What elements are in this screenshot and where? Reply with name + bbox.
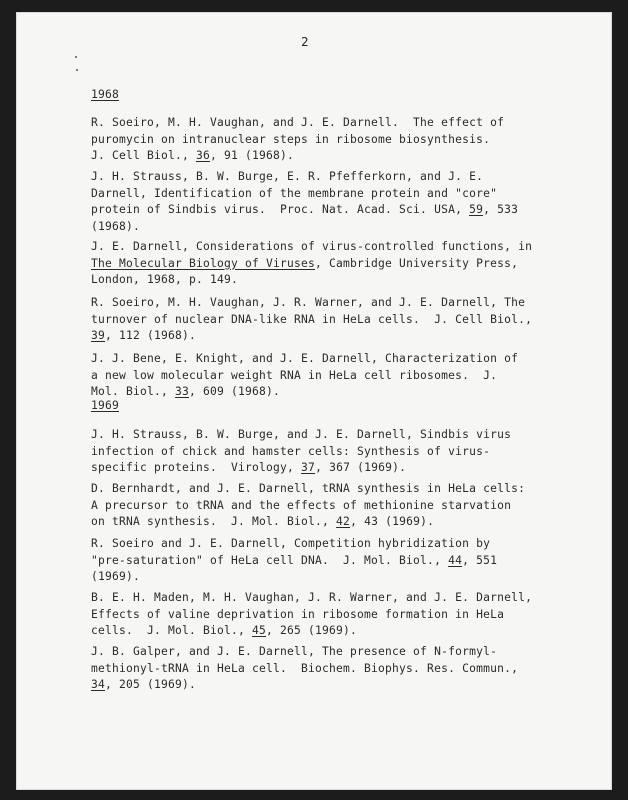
reference-line — [91, 295, 571, 312]
reference-line — [91, 202, 571, 219]
reference-line — [91, 186, 571, 203]
reference-line — [91, 590, 571, 607]
reference-text: (1969). — [91, 570, 141, 583]
reference-text: turnover of nuclear DNA-like RNA in HeLa cells. J. Cell Biol., — [91, 312, 533, 326]
reference-text: , Cambridge University Press, — [315, 256, 519, 270]
reference-line — [91, 427, 571, 444]
reference-line — [91, 644, 571, 661]
reference-text: , 551 — [462, 553, 498, 567]
reference-line — [91, 623, 571, 640]
reference-line — [91, 368, 571, 385]
reference-entry — [91, 536, 571, 586]
underlined-text: The Molecular Biology of Viruses — [91, 256, 316, 270]
reference-text: , 91 (1968). — [210, 149, 295, 162]
reference-text: , 205 (1969). — [105, 678, 197, 691]
reference-entry — [91, 169, 571, 235]
reference-entry — [91, 351, 571, 401]
reference-line — [91, 256, 571, 273]
reference-line — [91, 328, 571, 345]
reference-text: J. Cell Biol., — [91, 149, 197, 162]
paper-speck — [75, 56, 77, 58]
reference-text: B. E. H. Maden, M. H. Vaughan, J. R. Warner, and J. E. Darnell, — [91, 591, 533, 604]
reference-entry — [91, 590, 571, 640]
reference-text: J. H. Strauss, B. W. Burge, E. R. Pfefferkorn, and J. E. — [91, 170, 484, 183]
reference-line — [91, 460, 571, 477]
reference-line — [91, 498, 571, 515]
reference-text: R. Soeiro, M. H. Vaughan, and J. E. Darnell. The effect of — [91, 116, 505, 129]
reference-text: puromycin on intranuclear steps in ribosome biosynthesis. — [91, 132, 491, 146]
reference-text: , 112 (1968). — [105, 329, 197, 342]
reference-line — [91, 169, 571, 186]
reference-text: Effects of valine deprivation in ribosome formation in HeLa — [91, 607, 505, 621]
section-year-heading: 1968 — [91, 88, 120, 101]
underlined-text: 37 — [301, 461, 316, 474]
reference-text: a new low molecular weight RNA in HeLa cell ribosomes. J. — [91, 368, 498, 382]
reference-text: infection of chick and hamster cells: Synthesis of virus- — [91, 444, 491, 458]
reference-text: , 265 (1969). — [266, 624, 358, 637]
reference-entry — [91, 427, 571, 477]
reference-line — [91, 272, 571, 289]
reference-entry — [91, 115, 571, 165]
reference-line — [91, 351, 571, 368]
reference-text: protein of Sindbis virus. Proc. Nat. Acad. Sci. USA, — [91, 203, 470, 216]
underlined-text: 39 — [91, 329, 106, 342]
reference-text: specific proteins. Virology, — [91, 461, 302, 474]
page-number: 2 — [301, 34, 309, 49]
reference-text: on tRNA synthesis. J. Mol. Biol., — [91, 515, 337, 528]
reference-entry — [91, 644, 571, 694]
reference-text: J. J. Bene, E. Knight, and J. E. Darnell, Characterization of — [91, 352, 519, 365]
reference-line — [91, 481, 571, 498]
underlined-text: 33 — [175, 385, 190, 398]
reference-line — [91, 536, 571, 553]
reference-line — [91, 514, 571, 531]
reference-text: J. B. Galper, and J. E. Darnell, The presence of N-formyl- — [91, 645, 498, 658]
reference-line — [91, 607, 571, 624]
reference-text: "pre-saturation" of HeLa cell DNA. J. Mol. Biol., — [91, 553, 449, 567]
underlined-text: 45 — [252, 624, 267, 637]
underlined-text: 44 — [448, 553, 463, 567]
reference-line — [91, 677, 571, 694]
underlined-text: 34 — [91, 678, 106, 691]
reference-text: J. H. Strauss, B. W. Burge, and J. E. Darnell, Sindbis virus — [91, 428, 512, 441]
reference-text: London, 1968, p. 149. — [91, 273, 239, 286]
reference-text: R. Soeiro and J. E. Darnell, Competition hybridization by — [91, 537, 491, 550]
reference-text: J. E. Darnell, Considerations of virus-controlled functions, in — [91, 240, 533, 253]
reference-line — [91, 569, 571, 586]
reference-text: A precursor to tRNA and the effects of methionine starvation — [91, 498, 512, 512]
reference-text: , 533 — [483, 203, 519, 216]
reference-line — [91, 384, 571, 401]
reference-entry — [91, 295, 571, 345]
section-year-heading: 1969 — [91, 399, 120, 412]
reference-text: , 609 (1968). — [189, 385, 281, 398]
reference-text: methionyl-tRNA in HeLa cell. Biochem. Biophys. Res. Commun., — [91, 661, 519, 675]
reference-text: R. Soeiro, M. H. Vaughan, J. R. Warner, and J. E. Darnell, The — [91, 296, 526, 309]
reference-line — [91, 148, 571, 165]
reference-line — [91, 553, 571, 570]
reference-line — [91, 132, 571, 149]
reference-line — [91, 661, 571, 678]
reference-line — [91, 444, 571, 461]
reference-text: , 367 (1969). — [315, 461, 407, 474]
reference-line — [91, 115, 571, 132]
reference-text: Darnell, Identification of the membrane protein and "core" — [91, 186, 498, 200]
reference-line — [91, 239, 571, 256]
reference-text: cells. J. Mol. Biol., — [91, 624, 253, 637]
reference-text: D. Bernhardt, and J. E. Darnell, tRNA synthesis in HeLa cells: — [91, 482, 526, 495]
underlined-text: 59 — [469, 203, 484, 216]
reference-entry — [91, 239, 571, 289]
underlined-text: 42 — [336, 515, 351, 528]
document-page — [16, 12, 612, 790]
reference-text: (1968). — [91, 219, 141, 233]
underlined-text: 36 — [196, 149, 211, 162]
reference-text: Mol. Biol., — [91, 385, 176, 398]
reference-text: , 43 (1969). — [350, 515, 435, 528]
paper-speck — [76, 69, 78, 71]
reference-line — [91, 219, 571, 236]
reference-entry — [91, 481, 571, 531]
reference-line — [91, 312, 571, 329]
